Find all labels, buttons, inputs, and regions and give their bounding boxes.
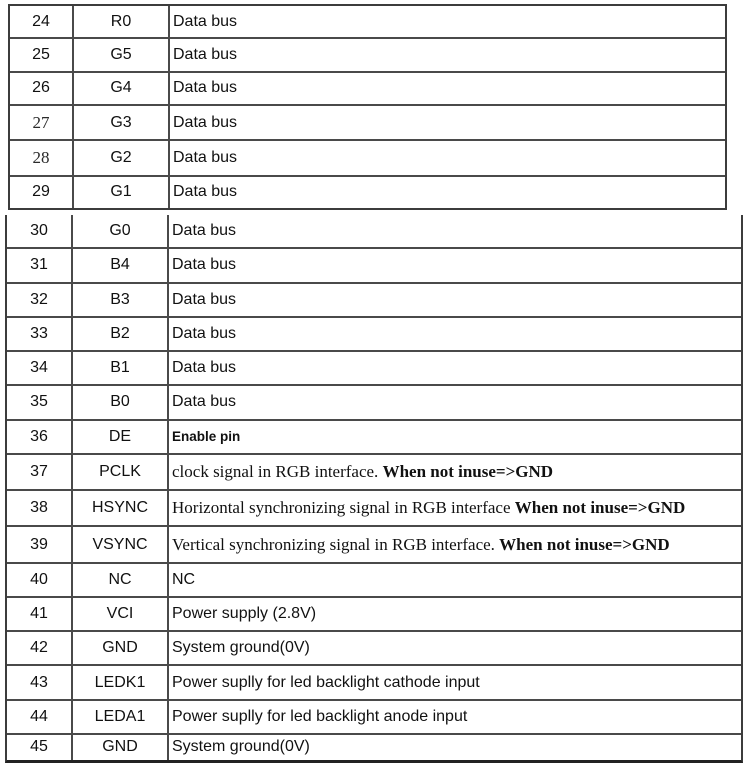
description-segment: System ground(0V) [172, 738, 310, 756]
table-row [7, 247, 741, 281]
table-row [10, 139, 725, 174]
pin-description-cell [167, 666, 741, 698]
pin-description-cell [167, 215, 741, 247]
table-row [10, 71, 725, 104]
pin-number-cell: 36 [30, 427, 48, 445]
pin-number-cell: 42 [30, 639, 48, 657]
pin-number-cell: 31 [30, 256, 48, 274]
pin-description-cell [167, 421, 741, 453]
table-row [7, 489, 741, 525]
pin-number-cell: 34 [30, 359, 48, 377]
pin-number-cell: 27 [32, 112, 50, 132]
pin-table-lower [5, 215, 743, 763]
pin-description-cell [167, 598, 741, 630]
pin-description-cell [168, 39, 725, 70]
pin-name-cell: GND [71, 735, 167, 760]
pin-name-cell: B1 [71, 352, 167, 384]
description-segment: Data bus [172, 393, 237, 411]
pin-name-cell: G0 [71, 215, 167, 247]
pin-description-cell [167, 284, 741, 316]
description-segment: When not inuse=>GND [499, 534, 670, 554]
pin-number-cell: 44 [30, 707, 48, 725]
table-row [7, 664, 741, 698]
pin-number-cell: 30 [30, 222, 48, 240]
pin-name-cell: G4 [72, 73, 168, 104]
description-segment: Data bus [173, 183, 238, 201]
pin-description-cell [167, 455, 741, 489]
pin-description-cell [167, 318, 741, 350]
description-segment: Data bus [173, 79, 238, 97]
pin-description-cell [167, 491, 741, 525]
pin-name-cell: LEDK1 [71, 666, 167, 698]
pin-description-cell [167, 352, 741, 384]
pin-description-cell [167, 564, 741, 596]
pin-number-cell: 35 [30, 393, 48, 411]
pin-description-cell [167, 632, 741, 664]
pin-number-cell: 39 [30, 535, 48, 553]
table-row [7, 596, 741, 630]
pin-description-cell [167, 735, 741, 760]
pin-description-cell [168, 141, 725, 174]
pin-name-cell: B2 [71, 318, 167, 350]
pin-name-cell: VCI [71, 598, 167, 630]
pin-table-upper [8, 4, 727, 210]
description-segment: Data bus [173, 45, 238, 63]
description-segment: System ground(0V) [172, 639, 310, 657]
pin-name-cell: DE [71, 421, 167, 453]
pin-description-cell [168, 73, 725, 104]
pin-number-cell: 32 [30, 290, 48, 308]
table-row [7, 453, 741, 489]
pin-number-cell: 25 [32, 45, 50, 63]
description-segment: Data bus [173, 148, 238, 166]
description-segment: Power suplly for led backlight cathode input [172, 673, 480, 691]
pin-number-cell: 29 [32, 183, 50, 201]
description-segment: Data bus [173, 12, 238, 30]
pin-name-cell: B0 [71, 386, 167, 418]
description-segment: Data bus [172, 222, 237, 240]
table-row [7, 525, 741, 561]
pin-number-cell: 40 [30, 570, 48, 588]
description-segment: Horizontal synchronizing signal in RGB interface [172, 498, 515, 518]
description-segment: When not inuse=>GND [514, 498, 686, 518]
pin-number-cell: 24 [32, 12, 50, 30]
pin-description-cell [167, 386, 741, 418]
description-segment: Vertical synchronizing signal in RGB interface. [172, 534, 500, 554]
pin-name-cell: G3 [72, 106, 168, 139]
table-row [7, 733, 741, 760]
pin-name-cell: R0 [72, 6, 168, 37]
table-row [7, 630, 741, 664]
table-row [7, 384, 741, 418]
table-row [7, 350, 741, 384]
table-row [10, 175, 725, 208]
description-segment: Data bus [172, 290, 237, 308]
description-segment: Data bus [173, 113, 238, 131]
pin-number-cell: 43 [30, 673, 48, 691]
description-segment: NC [172, 570, 196, 588]
pin-name-cell: LEDA1 [71, 701, 167, 733]
description-segment: clock signal in RGB interface. [172, 461, 383, 481]
table-row [7, 316, 741, 350]
description-segment: Enable pin [172, 429, 241, 445]
pin-name-cell: VSYNC [71, 527, 167, 561]
pin-number-cell: 37 [30, 462, 48, 480]
description-segment: When not inuse=>GND [382, 461, 554, 481]
pin-name-cell: G5 [72, 39, 168, 70]
pin-description-cell [167, 527, 741, 561]
table-row [7, 699, 741, 733]
description-segment: Power suplly for led backlight anode input [172, 707, 468, 725]
pin-description-cell [168, 106, 725, 139]
table-row [7, 562, 741, 596]
pin-name-cell: B4 [71, 249, 167, 281]
table-row [10, 6, 725, 37]
description-segment: Data bus [172, 324, 237, 342]
pin-number-cell: 41 [30, 605, 48, 623]
description-segment: Data bus [172, 256, 237, 274]
table-row [7, 419, 741, 453]
pin-description-cell [167, 249, 741, 281]
description-segment: Data bus [172, 359, 237, 377]
table-row [10, 37, 725, 70]
pin-name-cell: B3 [71, 284, 167, 316]
pin-number-cell: 28 [32, 147, 50, 167]
pin-name-cell: NC [71, 564, 167, 596]
table-row [10, 104, 725, 139]
table-row [7, 215, 741, 247]
pin-number-cell: 26 [32, 79, 50, 97]
pin-number-cell: 45 [30, 738, 48, 756]
pin-description-cell [168, 177, 725, 208]
pin-number-cell: 38 [30, 499, 48, 517]
pin-name-cell: PCLK [71, 455, 167, 489]
pin-name-cell: GND [71, 632, 167, 664]
pin-name-cell: G1 [72, 177, 168, 208]
pin-description-cell [167, 701, 741, 733]
pin-description-cell [168, 6, 725, 37]
table-row [7, 282, 741, 316]
pin-number-cell: 33 [30, 324, 48, 342]
pin-name-cell: G2 [72, 141, 168, 174]
description-segment: Power supply (2.8V) [172, 605, 317, 623]
pin-name-cell: HSYNC [71, 491, 167, 525]
